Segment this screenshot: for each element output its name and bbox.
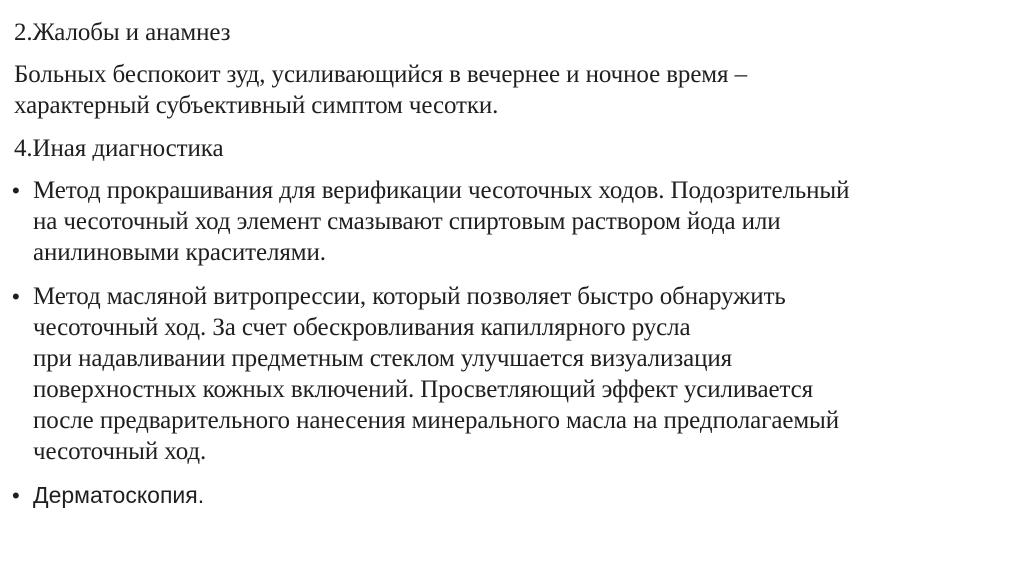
bullet-2-line: при надавливании предметным стеклом улучшается визуализация [33, 345, 733, 372]
bullet-2-line: Метод масляной витропрессии, который позволяет быстро обнаружить [33, 283, 786, 310]
bullet-2-line: поверхностных кожных включений. Просветляющий эффект усиливается [33, 376, 814, 403]
bullet-2-line: чесоточный ход. За счет обескровливания капиллярного русла [33, 314, 691, 341]
bullet-1-line: Метод прокрашивания для верификации чесоточных ходов. Подозрительный [33, 177, 850, 204]
section-2-text-line: характерный субъективный симптом чесотки. [14, 92, 499, 119]
bullet-1-line: на чесоточный ход элемент смазывают спиртовым раствором йода или [33, 208, 781, 235]
bullet-3-line: Дерматоскопия. [33, 482, 205, 508]
bullet-marker: • [12, 284, 20, 309]
bullet-marker: • [12, 483, 20, 508]
bullet-1-line: анилиновыми красителями. [33, 239, 326, 266]
section-2-text-line: Больных беспокоит зуд, усиливающийся в вечернее и ночное время – [14, 61, 747, 88]
section-2-heading: 2.Жалобы и анамнез [14, 19, 231, 46]
bullet-marker: • [12, 178, 20, 203]
bullet-2-line: после предварительного нанесения минерального масла на предполагаемый [33, 407, 840, 434]
bullet-2-line: чесоточный ход. [33, 438, 207, 465]
section-4-heading: 4.Иная диагностика [14, 135, 224, 162]
